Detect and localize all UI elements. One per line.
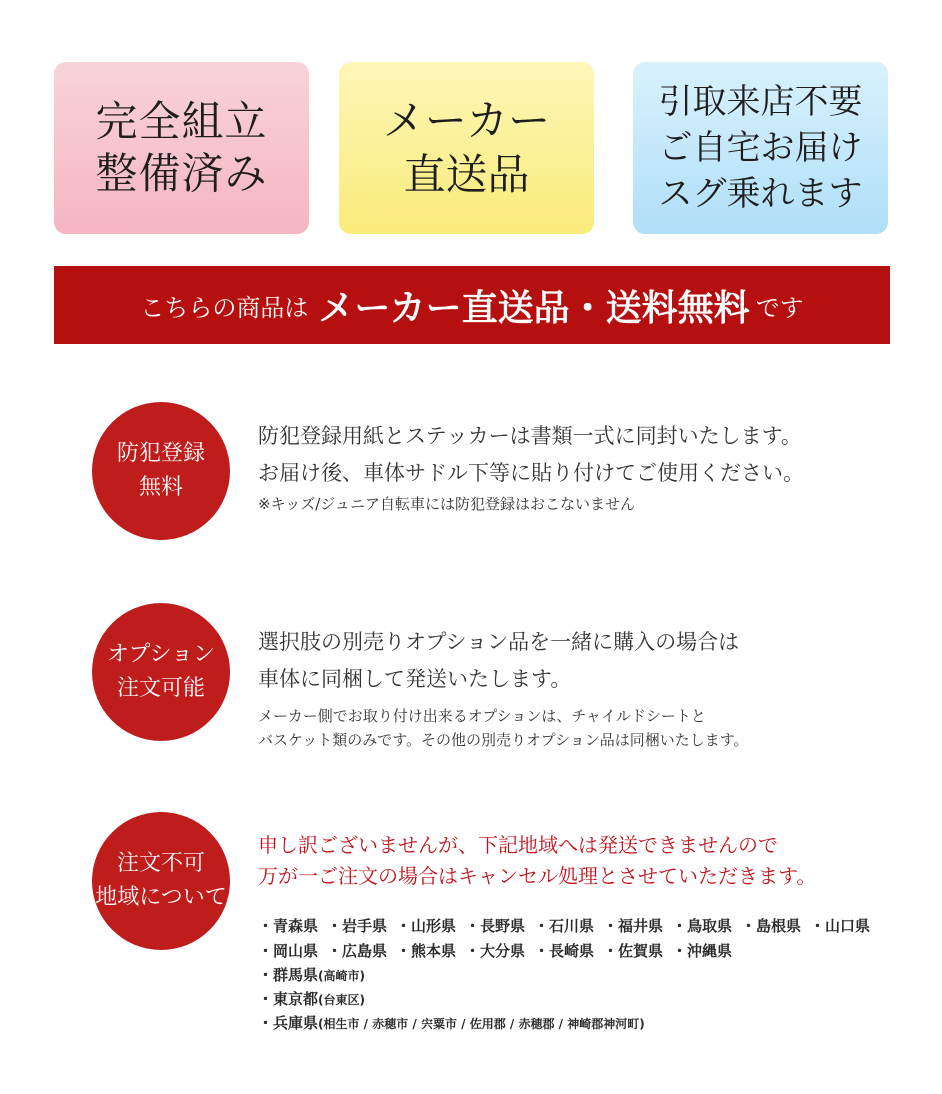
description-line: 選択肢の別売りオプション品を一緒に購入の場合は — [258, 630, 740, 654]
region-item: ・大分県 — [465, 942, 526, 960]
card-line: スグ乗れます — [658, 174, 863, 214]
description-line: 防犯登録用紙とステッカーは書類一式に同封いたします。 — [258, 424, 802, 448]
region-item: ・熊本県 — [396, 942, 457, 960]
free-shipping-banner — [54, 266, 890, 344]
region-item: ・広島県 — [327, 942, 388, 960]
badge-line: 注文可能 — [116, 676, 205, 701]
banner-suffix: です — [755, 293, 804, 322]
badge-line: 防犯登録 — [116, 441, 205, 466]
region-item: ・福井県 — [603, 917, 664, 935]
badge-restricted-regions — [92, 812, 230, 950]
restricted-region-list — [258, 913, 898, 1035]
badge-option-order — [92, 603, 230, 741]
region-item: ・長野県 — [465, 917, 526, 935]
warning-line: 申し訳ございませんが、下記地域へは発送できませんので — [258, 833, 778, 857]
region-detail: (高崎市) — [318, 969, 365, 983]
badge-line: オプション — [106, 642, 216, 667]
region-item: ・沖縄県 — [672, 942, 733, 960]
restricted-regions-text — [258, 830, 816, 892]
region-note-hyogo — [258, 1011, 898, 1035]
region-item: ・山口県 — [810, 917, 871, 935]
region-detail: (台東区) — [318, 993, 365, 1007]
banner-prefix: こちらの商品は — [140, 293, 309, 322]
region-item: ・青森県 — [258, 917, 319, 935]
region-name: ・群馬県 — [258, 966, 319, 984]
region-item: ・佐賀県 — [603, 942, 664, 960]
badge-line: 地域について — [95, 885, 227, 910]
region-note-gunma — [258, 963, 898, 987]
region-item: ・岡山県 — [258, 942, 319, 960]
badge-crime-registration — [92, 402, 230, 540]
description-line: お届け後、車体サドル下等に貼り付けてご使用ください。 — [258, 461, 804, 485]
region-detail: (相生市 / 赤穂市 / 宍粟市 / 佐用郡 / 赤穂郡 / 神崎郡神河町) — [318, 1017, 645, 1031]
option-order-text — [258, 624, 749, 752]
note-line: バスケット類のみです。その他の別売りオプション品は同梱いたします。 — [258, 731, 749, 749]
region-note-tokyo — [258, 987, 898, 1011]
banner-emphasis: メーカー直送品・送料無料 — [318, 287, 750, 329]
region-item: ・石川県 — [534, 917, 595, 935]
region-item: ・山形県 — [396, 917, 457, 935]
region-item: ・長崎県 — [534, 942, 595, 960]
card-line: 整備済み — [95, 149, 268, 198]
badge-line: 無料 — [138, 475, 183, 500]
region-item: ・島根県 — [741, 917, 802, 935]
region-name: ・兵庫県 — [258, 1014, 319, 1032]
card-line: 引取来店不要 — [658, 82, 863, 122]
feature-card-direct-shipping — [339, 62, 594, 234]
card-line: メーカー — [382, 96, 551, 145]
note-line: メーカー側でお取り付け出来るオプションは、チャイルドシートと — [258, 707, 706, 725]
warning-line: 万が一ご注文の場合はキャンセル処理とさせていただきます。 — [258, 864, 817, 888]
feature-card-assembled — [54, 62, 309, 234]
region-name: ・東京都 — [258, 990, 319, 1008]
crime-registration-text — [258, 418, 804, 516]
feature-card-home-delivery — [633, 62, 888, 234]
region-row — [258, 913, 898, 938]
region-item: ・岩手県 — [327, 917, 388, 935]
note-line: ※キッズ/ジュニア自転車には防犯登録はおこないません — [258, 495, 636, 513]
region-item: ・鳥取県 — [672, 917, 733, 935]
badge-line: 注文不可 — [116, 851, 205, 876]
card-line: 直送品 — [403, 150, 530, 199]
region-row — [258, 938, 898, 963]
description-line: 車体に同梱して発送いたします。 — [258, 667, 572, 691]
card-line: 完全組立 — [95, 97, 268, 146]
card-line: ご自宅お届け — [658, 128, 863, 168]
